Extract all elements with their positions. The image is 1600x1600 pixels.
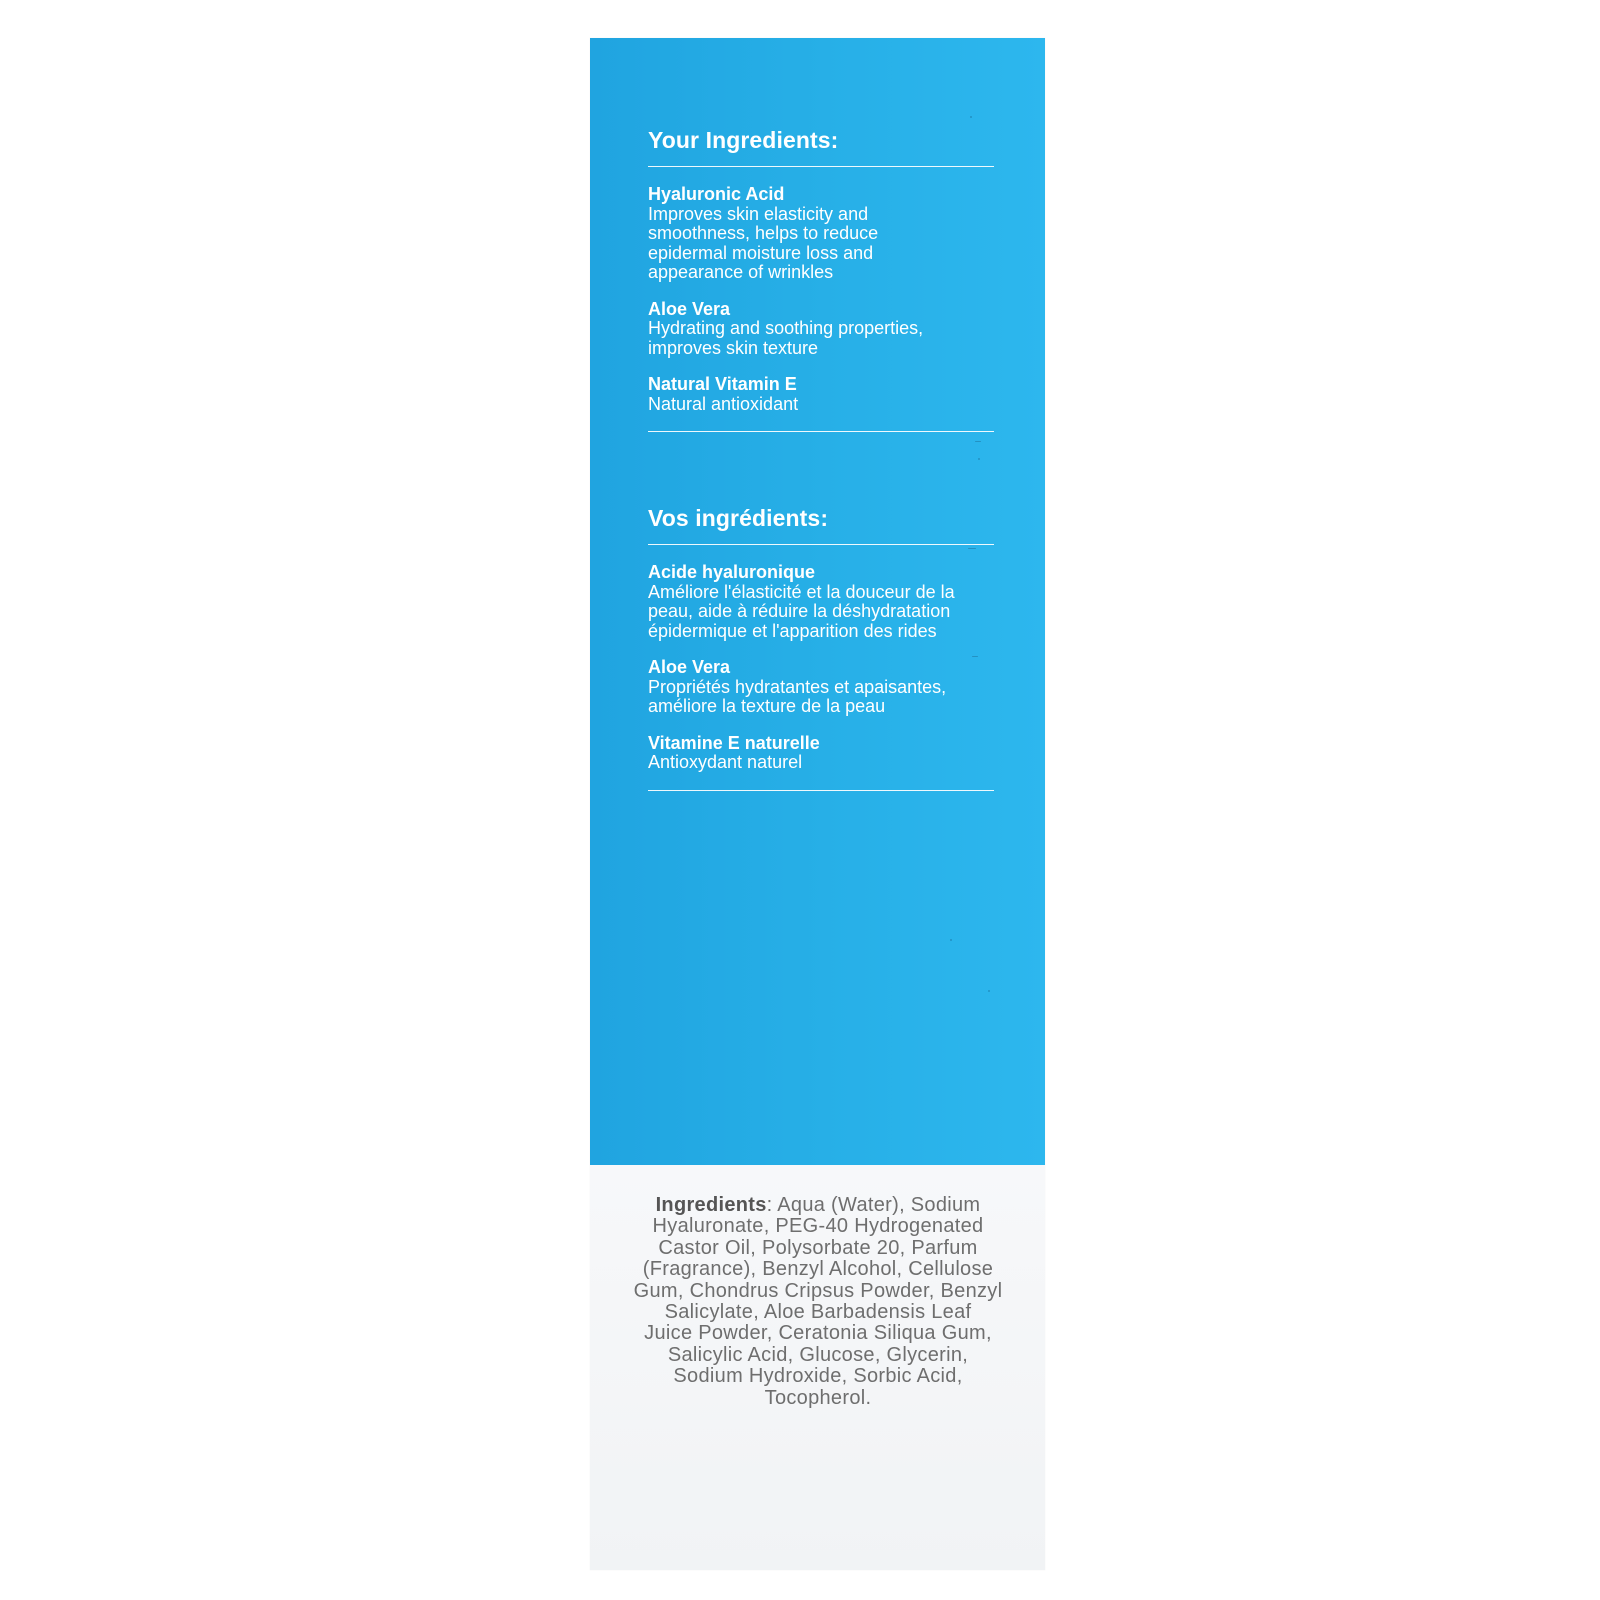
english-item-vitamin-e — [648, 375, 994, 414]
ingredient-name: Aloe Vera — [648, 657, 731, 677]
french-ingredients-section — [648, 504, 994, 791]
ingredient-name: Aloe Vera — [648, 298, 731, 319]
english-heading: Your Ingredients: — [648, 127, 839, 153]
ingredient-name: Vitamine E naturelle — [648, 732, 820, 753]
ingredient-list-line: Sodium Hydroxide, Sorbic Acid, — [673, 1365, 963, 1388]
ingredient-description-line: Improves skin elasticity and — [648, 203, 869, 224]
ingredient-list-line: Tocopherol. — [764, 1386, 872, 1409]
ingredient-list-line: Juice Powder, Ceratonia Siliqua Gum, — [644, 1322, 992, 1345]
ingredient-description-line: Antioxydant naturel — [648, 752, 803, 772]
ingredient-description-line: improves skin texture — [648, 337, 819, 358]
ingredient-list-line: (Fragrance), Benzyl Alcohol, Cellulose — [642, 1258, 994, 1281]
english-item-hyaluronic-acid — [648, 185, 994, 283]
french-item-vitamine-e — [648, 734, 994, 773]
ingredients-label: Ingredients — [655, 1194, 767, 1216]
ingredient-description-line: epidermal moisture loss and — [648, 242, 874, 263]
print-speck — [978, 458, 980, 460]
ingredient-description-line: smoothness, helps to reduce — [648, 223, 879, 243]
ingredient-description-line: Propriétés hydratantes et apaisantes, — [648, 676, 947, 697]
white-label-panel — [590, 1165, 1045, 1570]
ingredient-description-line: Hydrating and soothing properties, — [648, 318, 924, 338]
ingredient-list-line: Hyaluronate, PEG-40 Hydrogenated — [652, 1215, 984, 1238]
french-bottom-divider — [648, 790, 994, 791]
ingredient-description-line: Améliore l'élasticité et la douceur de la — [648, 581, 955, 602]
ingredient-name: Acide hyaluronique — [648, 562, 816, 582]
ingredient-list-line: Gum, Chondrus Cripsus Powder, Benzyl — [633, 1279, 1003, 1302]
print-speck — [988, 990, 990, 992]
ingredient-list-line: Castor Oil, Polysorbate 20, Parfum — [658, 1236, 978, 1259]
ingredient-name: Natural Vitamin E — [648, 374, 797, 394]
english-item-aloe-vera — [648, 300, 994, 359]
full-ingredient-list — [616, 1195, 1020, 1409]
ingredient-list-line: : Aqua (Water), Sodium — [766, 1194, 981, 1216]
french-top-divider — [648, 544, 994, 545]
print-speck — [968, 548, 976, 549]
french-item-aloe-vera — [648, 658, 994, 717]
ingredient-description-line: appearance of wrinkles — [648, 262, 834, 282]
product-box-panel — [590, 38, 1045, 1570]
blue-label-panel — [590, 38, 1045, 1165]
ingredient-name: Hyaluronic Acid — [648, 184, 785, 204]
print-speck — [970, 116, 972, 118]
ingredient-description-line: épidermique et l'apparition des rides — [648, 620, 937, 641]
ingredient-description-line: Natural antioxidant — [648, 393, 799, 414]
ingredient-list-line: Salicylate, Aloe Barbadensis Leaf — [664, 1301, 972, 1324]
english-ingredients-section — [648, 126, 994, 432]
french-heading: Vos ingrédients: — [648, 505, 829, 531]
english-top-divider — [648, 166, 994, 167]
print-speck — [972, 656, 978, 657]
print-speck — [950, 939, 952, 941]
print-speck — [975, 441, 981, 442]
ingredient-description-line: peau, aide à réduire la déshydratation — [648, 601, 951, 621]
ingredient-list-line: Salicylic Acid, Glucose, Glycerin, — [667, 1343, 969, 1366]
english-bottom-divider — [648, 431, 994, 432]
ingredient-description-line: améliore la texture de la peau — [648, 696, 886, 716]
french-item-acide-hyaluronique — [648, 563, 994, 641]
